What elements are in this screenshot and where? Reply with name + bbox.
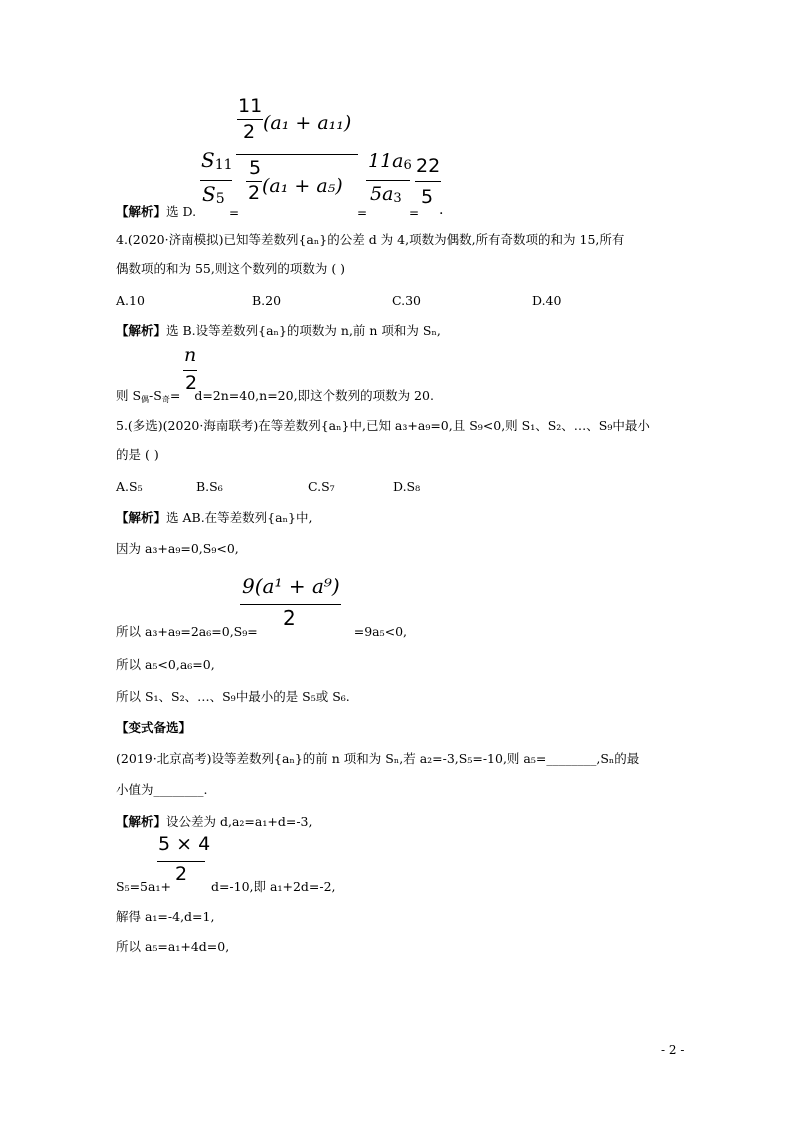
q4-stem-line-1: 4.(2020·济南模拟)已知等差数列{aₙ}的公差 d 为 4,项数为偶数,所有奇数项的和为 15,所有 [116, 232, 625, 247]
q3-bot-num: 5 [249, 157, 262, 179]
q3-bot-paren: (a₁ + a₅) [262, 175, 343, 197]
q5-option-d: D.S₈ [393, 479, 421, 494]
q4-option-b: B.20 [252, 293, 282, 308]
q3-s-frac-bar [200, 180, 232, 181]
q5-analysis-line-4: 所以 a₅<0,a₆=0, [116, 657, 215, 672]
q3-mid-num: $11a_6$ [368, 150, 412, 173]
q3-top-num: 11 [238, 95, 263, 117]
q5-stem-line-1: 5.(多选)(2020·海南联考)在等差数列{aₙ}中,已知 a₃+a₉=0,且 S₉<0,则 S₁、S₂、…、S₉中最小 [116, 418, 650, 433]
q5-option-b: B.S₆ [196, 479, 223, 494]
variant-frac-bar [157, 861, 205, 862]
q3-s11: $S_{11}$ [201, 148, 233, 173]
q3-mid-den: $5a_3$ [370, 183, 402, 206]
q4-option-d: D.40 [532, 293, 562, 308]
q3-mid-frac-bar [366, 180, 410, 181]
q5-frac-den: 2 [283, 606, 296, 630]
q4-analysis-line-2: 则 $S_偶-S_奇= d=2n=40,n=20$,即这个数列的项数为 20. [116, 388, 434, 404]
q5-option-c: C.S₇ [308, 479, 335, 494]
q3-end-period: . [439, 202, 444, 218]
q3-answer-text: 选 D. [166, 204, 197, 219]
q4-analysis-line-1: 【解析】选 B.设等差数列{aₙ}的项数为 n,前 n 项和为 Sₙ, [116, 323, 441, 338]
q3-analysis-tag: 【解析】 [116, 204, 167, 219]
q3-top-den: 2 [243, 121, 256, 143]
q4-option-c: C.30 [392, 293, 421, 308]
q5-frac-bar [240, 604, 341, 605]
q3-main-frac-bar [236, 154, 358, 155]
page-number: - 2 - [661, 1043, 685, 1057]
variant-analysis-line-2: S₅=5a₁+ d=-10,即 a₁+2d=-2, [116, 879, 336, 894]
variant-tag: 【变式备选】 [116, 720, 192, 735]
q3-res-den: 5 [421, 186, 434, 208]
q4-option-a: A.10 [116, 293, 145, 308]
variant-analysis-line-4: 所以 a₅=a₁+4d=0, [116, 939, 230, 954]
q5-analysis-line-1: 【解析】选 AB.在等差数列{aₙ}中, [116, 510, 313, 525]
q3-analysis-line [116, 204, 196, 220]
q3-top-frac-bar [237, 119, 263, 120]
q4-stem-line-2: 偶数项的和为 55,则这个数列的项数为 ( ) [116, 261, 346, 276]
q4-frac-bar [183, 370, 197, 371]
variant-analysis-tag: 【解析】 [116, 814, 167, 829]
q5-frac-num: 9(a¹ + a⁹) [242, 574, 340, 598]
variant-analysis-line-3: 解得 a₁=-4,d=1, [116, 909, 215, 924]
variant-stem-line-2: 小值为________. [116, 782, 208, 797]
variant-frac-num: 5 × 4 [158, 833, 211, 855]
q3-s5: $S_5$ [202, 182, 225, 207]
q4-frac-num: n [184, 344, 197, 366]
q3-eq-3: = [409, 206, 420, 220]
q5-analysis-line-5: 所以 S₁、S₂、…、S₉中最小的是 S₅或 S₆. [116, 689, 350, 704]
variant-stem-line-1: (2019·北京高考)设等差数列{aₙ}的前 n 项和为 Sₙ,若 a₂=-3,S₅=-10,则 a₅=________,Sₙ的最 [116, 751, 640, 766]
q3-bot-den: 2 [248, 182, 261, 204]
variant-frac-den: 2 [175, 863, 188, 885]
variant-analysis-line-1: 【解析】设公差为 d,a₂=a₁+d=-3, [116, 814, 313, 829]
q3-top-paren: (a₁ + a₁₁) [263, 112, 352, 134]
q5-stem-line-2: 的是 ( ) [116, 447, 159, 462]
q3-eq-1: = [229, 206, 240, 220]
q5-analysis-line-2: 因为 a₃+a₉=0,S₉<0, [116, 541, 239, 556]
q5-analysis-line-3: 所以 a₃+a₉=2a₆=0,S₉= =9a₅<0, [116, 624, 408, 639]
q4-frac-den: 2 [185, 372, 198, 394]
q3-eq-2: = [357, 206, 368, 220]
q3-res-num: 22 [416, 155, 441, 177]
q5-analysis-tag: 【解析】 [116, 510, 167, 525]
q5-option-a: A.S₅ [116, 479, 143, 494]
q4-analysis-tag: 【解析】 [116, 323, 167, 338]
q3-res-frac-bar [415, 181, 441, 182]
